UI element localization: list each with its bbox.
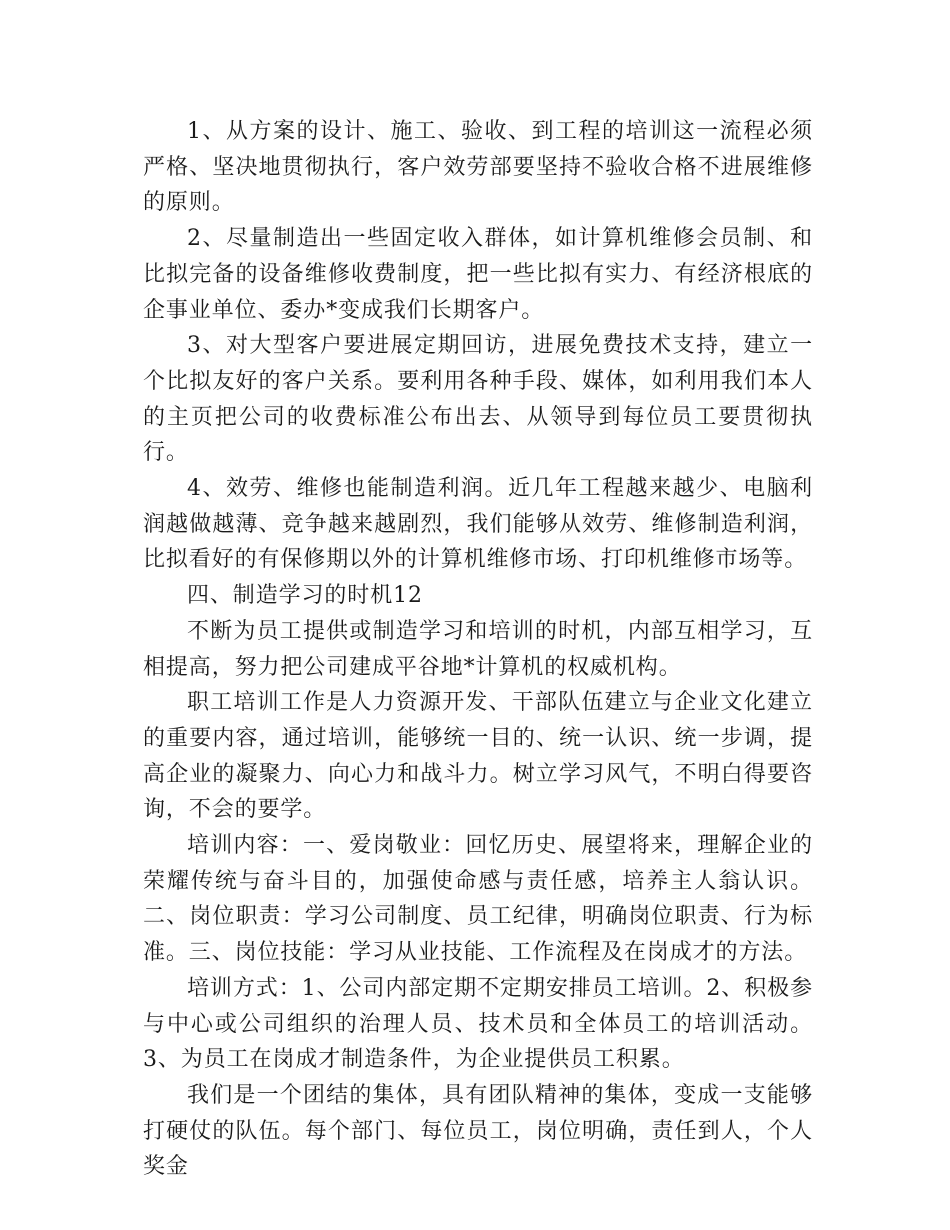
- paragraph-fixed-income: 2、尽量制造出一些固定收入群体，如计算机维修会员制、和比拟完备的设备维修收费制度，把一些比拟有实力、有经济根底的企事业单位、委办*变成我们长期客户。: [143, 226, 813, 323]
- paragraph-service-process: 1、从方案的设计、施工、验收、到工程的培训这一流程必须严格、坚决地贯彻执行，客户效劳部要坚持不验收合格不进展维修的原则。: [143, 119, 813, 216]
- paragraph-service-profit: 4、效劳、维修也能制造利润。近几年工程越来越少、电脑利润越做越薄、竞争越来越剧烈，我们能够从效劳、维修制造利润，比拟看好的有保修期以外的计算机维修市场、打印机维修市场等。: [143, 476, 813, 573]
- paragraph-team-spirit: 我们是一个团结的集体，具有团队精神的集体，变成一支能够打硬仗的队伍。每个部门、每位员工，岗位明确，责任到人，个人奖金: [143, 1082, 813, 1180]
- paragraph-training-method: 培训方式：1、公司内部定期不定期安排员工培训。2、积极参与中心或公司组织的治理人员、技术员和全体员工的培训活动。3、为员工在岗成才制造条件，为企业提供员工积累。: [143, 975, 813, 1073]
- paragraph-learning-opportunity: 不断为员工提供或制造学习和培训的时机，内部互相学习，互相提高，努力把公司建成平谷地*计算机的权威机构。: [143, 618, 813, 680]
- document-body: [143, 114, 813, 1185]
- paragraph-client-visits: 3、对大型客户要进展定期回访，进展免费技术支持，建立一个比拟友好的客户关系。要利用各种手段、媒体，如利用我们本人的主页把公司的收费标准公布出去、从领导到每位员工要贯彻执行。: [143, 333, 813, 466]
- paragraph-staff-training: 职工培训工作是人力资源开发、干部队伍建立与企业文化建立的重要内容，通过培训，能够统一目的、统一认识、统一步调，提高企业的凝聚力、向心力和战斗力。树立学习风气，不明白得要咨询，不会的要学。: [143, 690, 813, 823]
- section-heading-learning: 四、制造学习的时机12: [187, 583, 423, 609]
- paragraph-training-content: 培训内容：一、爱岗敬业：回忆历史、展望将来，理解企业的荣耀传统与奋斗目的，加强使命感与责任感，培养主人翁认识。二、岗位职责：学习公司制度、员工纪律，明确岗位职责、行为标准。三、岗位技能：学习从业技能、工作流程及在岗成才的方法。: [143, 833, 813, 966]
